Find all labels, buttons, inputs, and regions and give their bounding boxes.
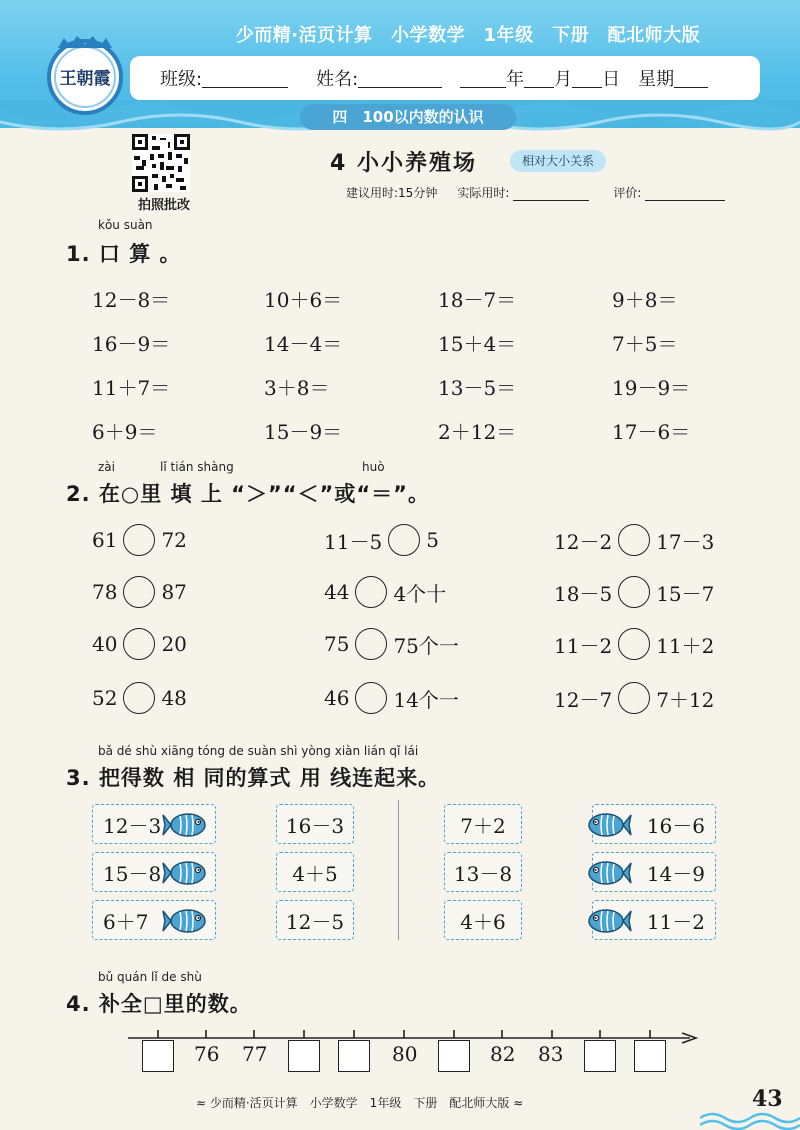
number-blank[interactable]: [438, 1040, 470, 1072]
answer-circle[interactable]: [355, 576, 387, 608]
section1-pinyin: kǒu suàn: [98, 218, 153, 232]
week-blank[interactable]: [674, 68, 708, 88]
footer-text: ≈ 少而精·活页计算 小学数学 1年级 下册 配北师大版 ≈: [196, 1096, 524, 1110]
number-blank[interactable]: [142, 1040, 174, 1072]
compare-item: 12－7 7＋12: [554, 682, 714, 714]
match-card[interactable]: 7＋2: [444, 804, 522, 844]
brand-logo: [44, 34, 126, 116]
student-info-box: [130, 56, 760, 100]
match-card-fish[interactable]: 12－3: [92, 804, 216, 844]
number-label: 82: [490, 1042, 516, 1066]
section4-title: 4. 补全□里的数。: [66, 992, 252, 1016]
calc-item: 10＋6＝: [264, 288, 343, 312]
compare-item: 18－5 15－7: [554, 576, 714, 608]
answer-circle[interactable]: [618, 524, 650, 556]
number-label: 83: [538, 1042, 564, 1066]
compare-item: 46 14个一: [324, 682, 459, 714]
year-label: 年: [506, 69, 525, 90]
compare-item: 78 87: [92, 576, 187, 608]
fish-icon: [162, 906, 208, 936]
compare-item: 11－2 11＋2: [554, 628, 714, 660]
answer-circle[interactable]: [123, 576, 155, 608]
class-blank[interactable]: [202, 68, 288, 88]
fish-icon: [586, 906, 632, 936]
match-card[interactable]: 13－8: [444, 852, 522, 892]
compare-item: 40 20: [92, 628, 187, 660]
number-label: 77: [242, 1042, 268, 1066]
calc-item: 15＋4＝: [438, 332, 517, 356]
section1-title: 1. 口 算 。: [66, 242, 182, 266]
class-label: 班级:: [160, 69, 203, 90]
section2-pinyin-3: huò: [362, 460, 385, 474]
divider-line: [398, 800, 399, 940]
match-card-fish[interactable]: 11－2: [592, 900, 716, 940]
number-blank[interactable]: [288, 1040, 320, 1072]
fish-icon: [586, 858, 632, 888]
number-label: 80: [392, 1042, 418, 1066]
qr-code-icon[interactable]: [132, 134, 190, 192]
day-label: 日: [602, 69, 621, 90]
fish-icon: [162, 858, 208, 888]
compare-item: 61 72: [92, 524, 187, 556]
answer-circle[interactable]: [618, 682, 650, 714]
day-blank[interactable]: [572, 68, 602, 88]
week-label: 星期: [638, 69, 675, 90]
rating-label: 评价:: [613, 186, 642, 200]
match-card-fish[interactable]: 14－9: [592, 852, 716, 892]
rating-blank[interactable]: [645, 187, 725, 201]
compare-item: 44 4个十: [324, 576, 446, 608]
lesson-title: 4 小小养殖场: [330, 151, 477, 176]
calc-item: 16－9＝: [92, 332, 171, 356]
answer-circle[interactable]: [388, 524, 420, 556]
number-blank[interactable]: [338, 1040, 370, 1072]
answer-circle[interactable]: [618, 628, 650, 660]
suggested-time: 建议用时:15分钟: [346, 186, 438, 200]
answer-circle[interactable]: [123, 628, 155, 660]
match-card-fish[interactable]: 6＋7: [92, 900, 216, 940]
svg-text:王朝霞: 王朝霞: [59, 69, 111, 89]
answer-circle[interactable]: [123, 524, 155, 556]
match-card[interactable]: 4＋5: [276, 852, 354, 892]
section4-pinyin: bǔ quán lǐ de shù: [98, 970, 202, 984]
section2-title: 2. 在○里 填 上 “＞”“＜”或“＝”。: [66, 482, 430, 506]
lesson-tag: 相对大小关系: [510, 150, 606, 172]
compare-item: 75 75个一: [324, 628, 459, 660]
footer-wave: [700, 1100, 800, 1130]
fish-icon: [586, 810, 632, 840]
match-card-fish[interactable]: 15－8: [92, 852, 216, 892]
calc-item: 13－5＝: [438, 376, 517, 400]
calc-item: 7＋5＝: [612, 332, 678, 356]
answer-circle[interactable]: [123, 682, 155, 714]
calc-item: 15－9＝: [264, 420, 343, 444]
number-blank[interactable]: [634, 1040, 666, 1072]
series-title: 少而精·活页计算 小学数学 1年级 下册 配北师大版: [235, 25, 701, 46]
section2-pinyin-2: lǐ tián shàng: [160, 460, 234, 474]
match-card[interactable]: 4＋6: [444, 900, 522, 940]
calc-item: 9＋8＝: [612, 288, 678, 312]
page-number: 43: [752, 1086, 783, 1112]
name-label: 姓名:: [316, 69, 359, 90]
compare-item: 11－5 5: [324, 524, 439, 556]
match-card-fish[interactable]: 16－6: [592, 804, 716, 844]
number-label: 76: [194, 1042, 220, 1066]
answer-circle[interactable]: [355, 682, 387, 714]
actual-time-blank[interactable]: [513, 187, 589, 201]
chapter-banner: 四 100以内数的认识: [300, 104, 516, 130]
match-card[interactable]: 12－5: [276, 900, 354, 940]
match-card[interactable]: 16－3: [276, 804, 354, 844]
calc-item: 18－7＝: [438, 288, 517, 312]
calc-item: 17－6＝: [612, 420, 691, 444]
year-blank[interactable]: [460, 68, 506, 88]
section3-title: 3. 把得数 相 同的算式 用 线连起来。: [66, 766, 441, 790]
month-blank[interactable]: [524, 68, 554, 88]
answer-circle[interactable]: [355, 628, 387, 660]
calc-item: 6＋9＝: [92, 420, 158, 444]
actual-time-label: 实际用时:: [457, 186, 510, 200]
section2-pinyin-1: zài: [98, 460, 115, 474]
name-blank[interactable]: [358, 68, 442, 88]
calc-item: 11＋7＝: [92, 376, 171, 400]
timing-row: [346, 184, 725, 201]
calc-item: 14－4＝: [264, 332, 343, 356]
calc-item: 19－9＝: [612, 376, 691, 400]
section3-pinyin: bǎ dé shù xiāng tóng de suàn shì yòng xiàn lián qǐ lái: [98, 744, 419, 758]
compare-item: 52 48: [92, 682, 187, 714]
fish-icon: [162, 810, 208, 840]
calc-item: 12－8＝: [92, 288, 171, 312]
answer-circle[interactable]: [618, 576, 650, 608]
month-label: 月: [554, 69, 573, 90]
compare-item: 12－2 17－3: [554, 524, 714, 556]
calc-item: 3＋8＝: [264, 376, 330, 400]
calc-item: 2＋12＝: [438, 420, 517, 444]
number-blank[interactable]: [584, 1040, 616, 1072]
qr-label: 拍照批改: [137, 198, 190, 213]
